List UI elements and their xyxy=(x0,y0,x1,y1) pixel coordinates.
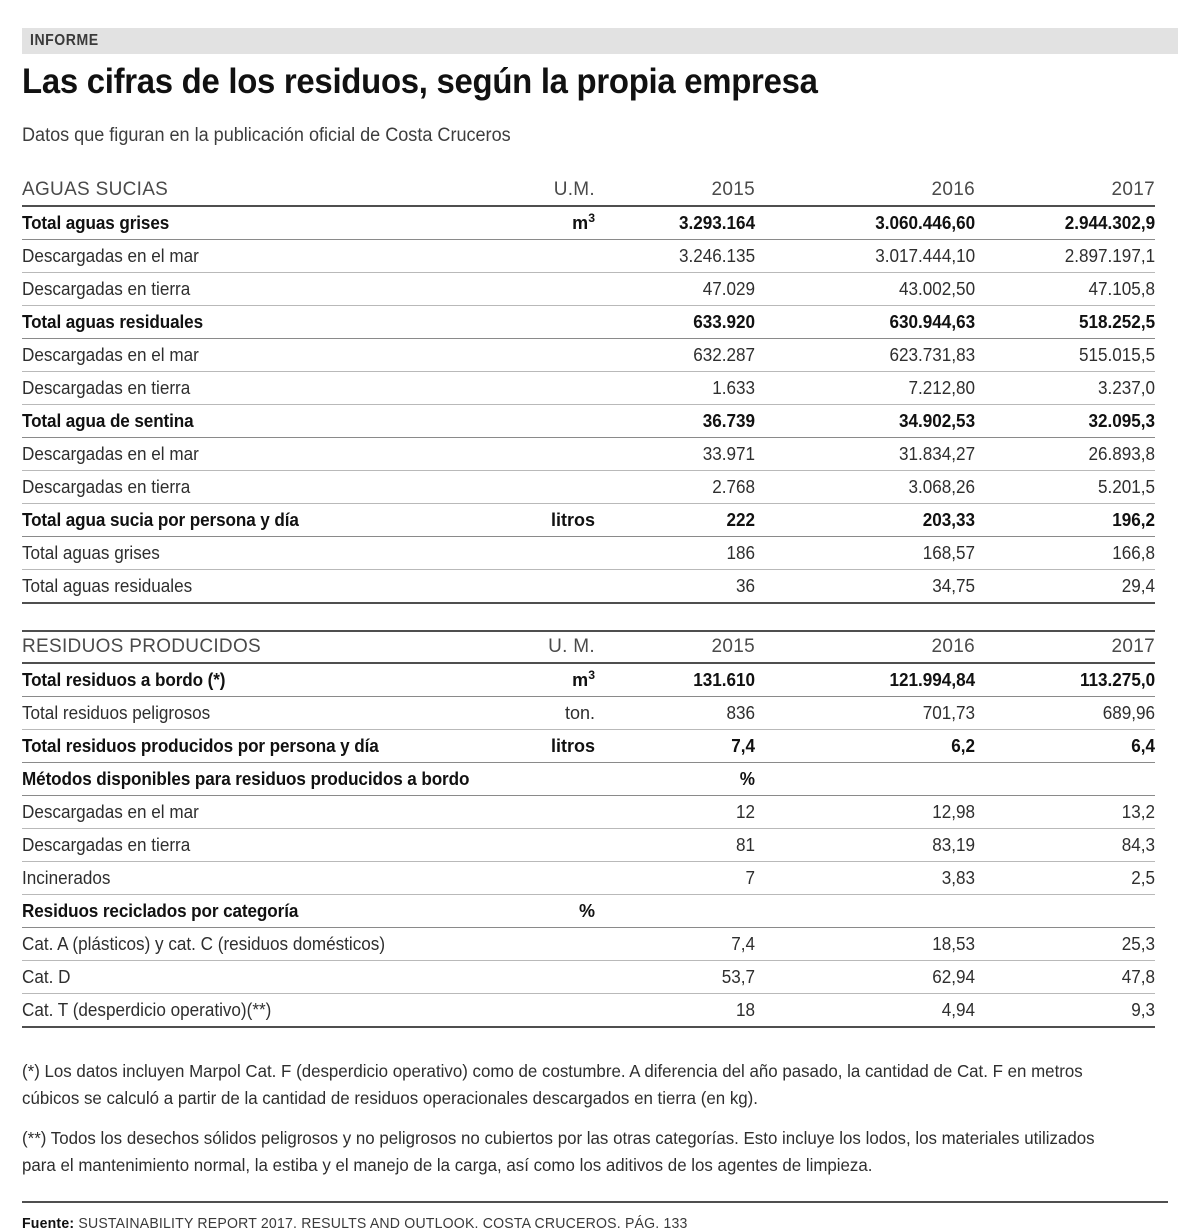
source-divider xyxy=(22,1201,1168,1203)
row-label: Total aguas residuales xyxy=(22,570,495,604)
row-value-2016: 34,75 xyxy=(755,570,975,604)
row-value-2016: 623.731,83 xyxy=(755,339,975,372)
table-row xyxy=(22,372,1155,405)
row-unit xyxy=(495,994,595,1028)
row-value-2017: 13,2 xyxy=(975,796,1155,829)
row-value-2016: 3.017.444,10 xyxy=(755,240,975,273)
column-header-um: U. M. xyxy=(495,631,595,663)
row-unit xyxy=(495,405,595,438)
footnote-double-asterisk: (**) Todos los desechos sólidos peligrosos y no peligrosos no cubiertos por las otras categorías. Esto incluye los lodos, los materiales utilizados para el mantenimiento normal, la estiba y el manejo de la carga, así como los aditivos de los agentes de limpieza. xyxy=(22,1128,1095,1175)
row-value-2016: 701,73 xyxy=(755,697,975,730)
row-label: Descargadas en tierra xyxy=(22,372,495,405)
table-row xyxy=(22,994,1155,1028)
row-value-2016: 83,19 xyxy=(755,829,975,862)
row-label: Descargadas en tierra xyxy=(22,471,495,504)
row-value-2016: 31.834,27 xyxy=(755,438,975,471)
row-value-2017: 166,8 xyxy=(975,537,1155,570)
row-unit xyxy=(495,829,595,862)
row-unit xyxy=(495,339,595,372)
row-value-2015: 81 xyxy=(595,829,755,862)
table-header-row xyxy=(22,175,1155,206)
table-row xyxy=(22,796,1155,829)
table-row xyxy=(22,306,1155,339)
table-row xyxy=(22,862,1155,895)
row-value-2017: 2,5 xyxy=(975,862,1155,895)
row-value-2016: 3.068,26 xyxy=(755,471,975,504)
row-value-2015: 633.920 xyxy=(595,306,755,339)
row-value-2015: 36.739 xyxy=(595,405,755,438)
row-value-2017: 3.237,0 xyxy=(975,372,1155,405)
row-unit: litros xyxy=(495,504,595,537)
column-header-2016: 2016 xyxy=(755,175,975,206)
row-label: Total aguas residuales xyxy=(22,306,495,339)
row-value-2017: 26.893,8 xyxy=(975,438,1155,471)
table-header-aguas xyxy=(22,175,1155,206)
row-value-2016 xyxy=(755,763,975,796)
source-line xyxy=(22,1215,1109,1232)
table-header-row xyxy=(22,631,1155,663)
row-value-2016: 18,53 xyxy=(755,928,975,961)
table-row xyxy=(22,570,1155,604)
row-value-2016: 62,94 xyxy=(755,961,975,994)
row-value-2015: % xyxy=(595,763,755,796)
row-value-2017: 25,3 xyxy=(975,928,1155,961)
row-value-2017: 84,3 xyxy=(975,829,1155,862)
row-value-2017: 689,96 xyxy=(975,697,1155,730)
row-value-2015: 7 xyxy=(595,862,755,895)
row-label: Incinerados xyxy=(22,862,495,895)
row-value-2015: 2.768 xyxy=(595,471,755,504)
column-header-section: AGUAS SUCIAS xyxy=(22,175,495,206)
row-label: Total aguas grises xyxy=(22,537,495,570)
table-row xyxy=(22,405,1155,438)
column-header-2015: 2015 xyxy=(595,631,755,663)
row-value-2015: 3.246.135 xyxy=(595,240,755,273)
row-label: Métodos disponibles para residuos producidos a bordo xyxy=(22,763,495,796)
table-aguas-sucias xyxy=(22,175,1155,604)
row-label: Cat. T (desperdicio operativo)(**) xyxy=(22,994,495,1028)
row-label: Total residuos producidos por persona y día xyxy=(22,730,495,763)
table-row xyxy=(22,829,1155,862)
row-value-2016: 6,2 xyxy=(755,730,975,763)
row-label: Descargadas en el mar xyxy=(22,438,495,471)
row-value-2017 xyxy=(975,763,1155,796)
row-label: Descargadas en tierra xyxy=(22,273,495,306)
source-text: SUSTAINABILITY REPORT 2017. RESULTS AND OUTLOOK. COSTA CRUCEROS. PÁG. 133 xyxy=(78,1214,688,1232)
infographic-page xyxy=(0,28,1200,1232)
row-value-2016: 630.944,63 xyxy=(755,306,975,339)
row-value-2016: 3.060.446,60 xyxy=(755,206,975,240)
table-row xyxy=(22,339,1155,372)
row-value-2017: 518.252,5 xyxy=(975,306,1155,339)
row-label: Cat. D xyxy=(22,961,495,994)
row-unit xyxy=(495,240,595,273)
row-value-2015: 131.610 xyxy=(595,663,755,697)
row-value-2016 xyxy=(755,895,975,928)
row-value-2016: 168,57 xyxy=(755,537,975,570)
row-value-2017: 2.897.197,1 xyxy=(975,240,1155,273)
table-row xyxy=(22,928,1155,961)
table-row xyxy=(22,697,1155,730)
table-row xyxy=(22,438,1155,471)
row-unit xyxy=(495,537,595,570)
row-value-2015: 12 xyxy=(595,796,755,829)
row-label: Descargadas en el mar xyxy=(22,240,495,273)
row-value-2017: 47.105,8 xyxy=(975,273,1155,306)
table-row xyxy=(22,730,1155,763)
row-unit xyxy=(495,928,595,961)
footnote-single-asterisk: (*) Los datos incluyen Marpol Cat. F (desperdicio operativo) como de costumbre. A diferencia del año pasado, la cantidad de Cat. F en metros cúbicos se calculó a partir de la cantidad de residuos operacionales descargados en tierra (en kg). xyxy=(22,1061,1083,1108)
row-value-2016: 203,33 xyxy=(755,504,975,537)
row-value-2017: 2.944.302,9 xyxy=(975,206,1155,240)
row-unit xyxy=(495,570,595,604)
row-unit xyxy=(495,438,595,471)
row-value-2015: 186 xyxy=(595,537,755,570)
row-unit xyxy=(495,273,595,306)
page-subtitle: Datos que figuran en la publicación oficial de Costa Cruceros xyxy=(22,125,511,147)
row-label: Total residuos a bordo (*) xyxy=(22,663,495,697)
row-value-2017: 32.095,3 xyxy=(975,405,1155,438)
row-value-2015: 3.293.164 xyxy=(595,206,755,240)
row-value-2015: 632.287 xyxy=(595,339,755,372)
row-value-2017: 113.275,0 xyxy=(975,663,1155,697)
table-row xyxy=(22,763,1155,796)
row-label: Cat. A (plásticos) y cat. C (residuos domésticos) xyxy=(22,928,495,961)
row-value-2015 xyxy=(595,895,755,928)
table-body-aguas xyxy=(22,206,1155,603)
row-label: Descargadas en el mar xyxy=(22,339,495,372)
row-unit: ton. xyxy=(495,697,595,730)
row-label: Total aguas grises xyxy=(22,206,495,240)
row-value-2015: 47.029 xyxy=(595,273,755,306)
row-unit xyxy=(495,862,595,895)
kicker-label: INFORME xyxy=(30,32,99,49)
row-unit xyxy=(495,372,595,405)
row-unit: $m^3$ xyxy=(495,206,595,240)
row-value-2015: 1.633 xyxy=(595,372,755,405)
row-value-2016: 4,94 xyxy=(755,994,975,1028)
row-label: Descargadas en el mar xyxy=(22,796,495,829)
table-row xyxy=(22,240,1155,273)
row-unit xyxy=(495,961,595,994)
row-value-2015: 7,4 xyxy=(595,928,755,961)
row-value-2016: 7.212,80 xyxy=(755,372,975,405)
row-value-2017: 515.015,5 xyxy=(975,339,1155,372)
row-value-2017: 9,3 xyxy=(975,994,1155,1028)
row-unit: % xyxy=(495,895,595,928)
row-label: Descargadas en tierra xyxy=(22,829,495,862)
table-row xyxy=(22,504,1155,537)
table-header-residuos xyxy=(22,631,1155,663)
row-value-2015: 36 xyxy=(595,570,755,604)
row-value-2015: 836 xyxy=(595,697,755,730)
row-value-2017: 47,8 xyxy=(975,961,1155,994)
row-value-2015: 222 xyxy=(595,504,755,537)
column-header-2016: 2016 xyxy=(755,631,975,663)
column-header-um: U.M. xyxy=(495,175,595,206)
source-label: Fuente: xyxy=(22,1214,75,1232)
row-unit: litros xyxy=(495,730,595,763)
table-row xyxy=(22,273,1155,306)
row-value-2016: 12,98 xyxy=(755,796,975,829)
table-row xyxy=(22,895,1155,928)
row-label: Total agua de sentina xyxy=(22,405,495,438)
row-unit xyxy=(495,306,595,339)
table-row xyxy=(22,471,1155,504)
table-residuos-producidos xyxy=(22,630,1155,1028)
row-value-2015: 53,7 xyxy=(595,961,755,994)
row-value-2016: 43.002,50 xyxy=(755,273,975,306)
column-header-2015: 2015 xyxy=(595,175,755,206)
row-value-2017: 6,4 xyxy=(975,730,1155,763)
table-row xyxy=(22,537,1155,570)
table-row xyxy=(22,206,1155,240)
row-value-2017: 29,4 xyxy=(975,570,1155,604)
page-title: Las cifras de los residuos, según la propia empresa xyxy=(22,62,818,101)
row-label: Total residuos peligrosos xyxy=(22,697,495,730)
row-value-2017: 5.201,5 xyxy=(975,471,1155,504)
row-value-2017: 196,2 xyxy=(975,504,1155,537)
row-value-2015: 7,4 xyxy=(595,730,755,763)
row-value-2015: 33.971 xyxy=(595,438,755,471)
row-value-2016: 34.902,53 xyxy=(755,405,975,438)
row-value-2017 xyxy=(975,895,1155,928)
row-value-2016: 121.994,84 xyxy=(755,663,975,697)
row-label: Residuos reciclados por categoría xyxy=(22,895,495,928)
row-value-2016: 3,83 xyxy=(755,862,975,895)
row-unit xyxy=(495,763,595,796)
table-row xyxy=(22,663,1155,697)
column-header-2017: 2017 xyxy=(975,175,1155,206)
row-unit xyxy=(495,471,595,504)
row-unit: $m^3$ xyxy=(495,663,595,697)
row-value-2015: 18 xyxy=(595,994,755,1028)
column-header-2017: 2017 xyxy=(975,631,1155,663)
row-label: Total agua sucia por persona y día xyxy=(22,504,495,537)
row-unit xyxy=(495,796,595,829)
table-row xyxy=(22,961,1155,994)
footnotes xyxy=(22,1058,1168,1178)
table-body-residuos xyxy=(22,663,1155,1027)
kicker-band xyxy=(22,28,1178,54)
column-header-section: RESIDUOS PRODUCIDOS xyxy=(22,631,495,663)
